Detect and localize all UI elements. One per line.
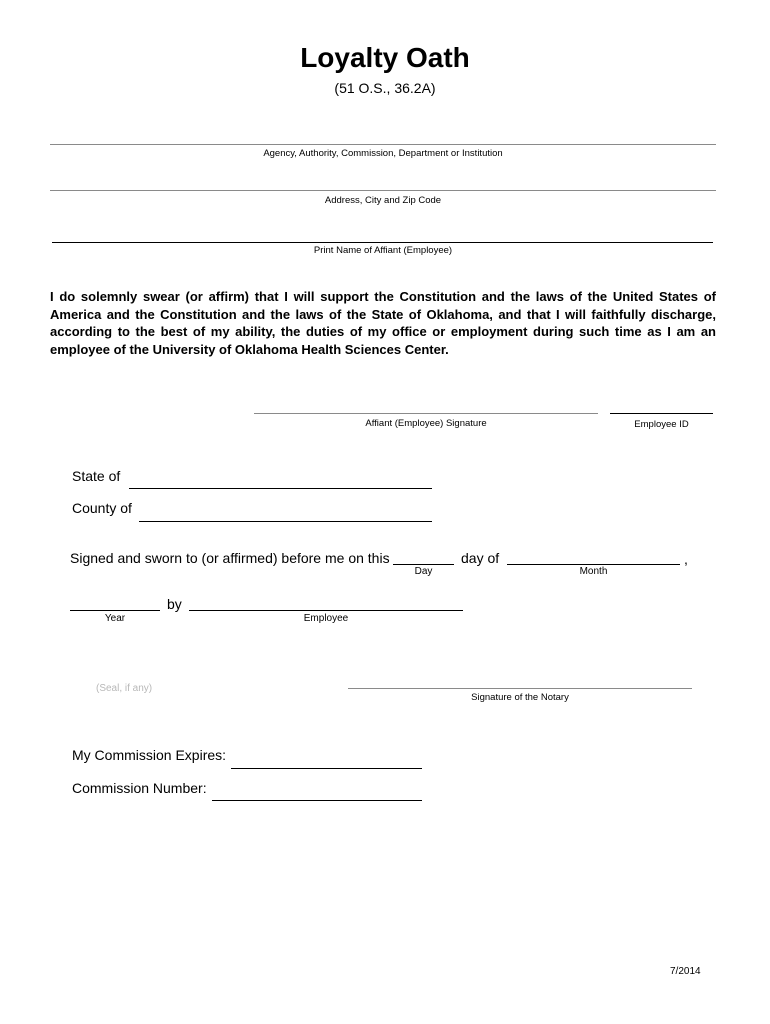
year-line[interactable]: [70, 610, 160, 611]
day-caption: Day: [414, 566, 433, 577]
affiant-signature-line[interactable]: [254, 413, 598, 414]
address-line[interactable]: [50, 190, 716, 191]
print-name-caption: Print Name of Affiant (Employee): [313, 245, 453, 256]
agency-line[interactable]: [50, 144, 716, 145]
comma-text: ,: [684, 551, 688, 567]
agency-caption: Agency, Authority, Commission, Department or Institution: [263, 148, 503, 159]
commission-expires-label: My Commission Expires:: [72, 747, 227, 763]
oath-statement: I do solemnly swear (or affirm) that I will support the Constitution and the laws of the United States of America and the Constitution and the laws of the State of Oklahoma, and that I will faithfully discharge, according to the best of my ability, the duties of my office or employment during such time as I am an employee of the University of Oklahoma Health Sciences Center.: [50, 289, 716, 357]
statute-reference: (51 O.S., 36.2A): [334, 80, 436, 96]
month-line[interactable]: [507, 564, 680, 565]
month-caption: Month: [579, 566, 608, 577]
state-label: State of: [72, 468, 121, 484]
employee-caption: Employee: [303, 613, 349, 624]
employee-line[interactable]: [189, 610, 463, 611]
employee-id-line[interactable]: [610, 413, 713, 414]
print-name-line[interactable]: [52, 242, 713, 243]
state-line[interactable]: [129, 488, 432, 489]
county-line[interactable]: [139, 521, 432, 522]
day-line[interactable]: [393, 564, 454, 565]
sworn-text: Signed and sworn to (or affirmed) before me on this: [70, 550, 390, 566]
county-label: County of: [72, 500, 132, 516]
commission-expires-line[interactable]: [231, 768, 422, 769]
notary-signature-caption: Signature of the Notary: [471, 692, 569, 703]
employee-id-caption: Employee ID: [634, 419, 689, 430]
year-caption: Year: [104, 613, 126, 624]
page-title: Loyalty Oath: [300, 42, 470, 73]
seal-placeholder: (Seal, if any): [96, 683, 153, 694]
affiant-signature-caption: Affiant (Employee) Signature: [365, 418, 487, 429]
notary-signature-line[interactable]: [348, 688, 692, 689]
day-of-text: day of: [461, 550, 500, 566]
by-text: by: [167, 596, 182, 612]
address-caption: Address, City and Zip Code: [324, 195, 442, 206]
commission-number-line[interactable]: [212, 800, 422, 801]
revision-date: 7/2014: [670, 966, 701, 977]
commission-number-label: Commission Number:: [72, 780, 207, 796]
